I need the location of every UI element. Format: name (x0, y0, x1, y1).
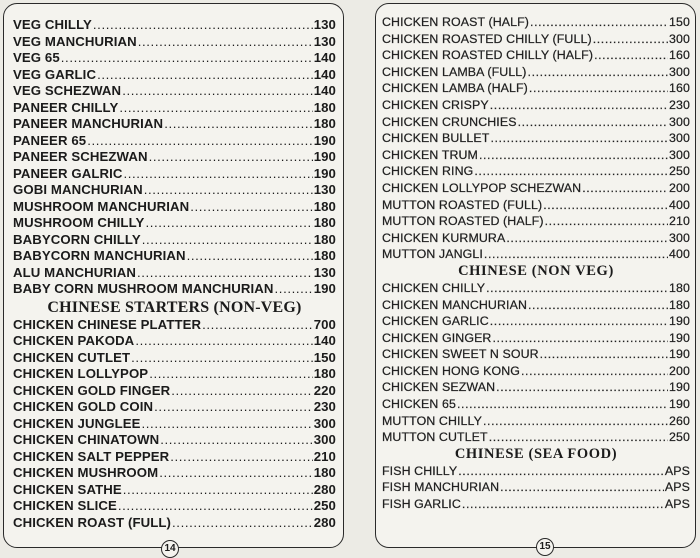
menu-item-name: CHICKEN KURMURA (382, 230, 506, 245)
menu-item-name: CHICKEN MUSHROOM (13, 465, 159, 480)
dot-leader (518, 114, 668, 131)
menu-item-price: 400 (669, 247, 690, 262)
menu-item-price: 300 (669, 31, 690, 46)
menu-item-name: CHICKEN GINGER (382, 330, 492, 345)
menu-item-price: 300 (313, 415, 336, 431)
menu-item (13, 100, 336, 117)
menu-page-right (375, 3, 696, 548)
menu-item-name: PANEER GALRIC (13, 165, 123, 181)
dot-leader (159, 465, 312, 482)
menu-item-price: 300 (669, 114, 690, 129)
dot-leader (61, 50, 313, 67)
menu-item-name: CHICKEN MANCHURIAN (382, 297, 527, 312)
menu-item-name: FISH MANCHURIAN (382, 480, 500, 495)
section-heading-chinese-starters-nonveg: CHINESE STARTERS (NON-VEG) (47, 298, 302, 316)
menu-item-name: CHICKEN LOLLYPOP SCHEZWAN (382, 180, 582, 195)
menu-item (382, 330, 690, 347)
menu-item-price: 280 (313, 514, 336, 530)
menu-item-name: VEG SCHEZWAN (13, 83, 122, 98)
menu-item-name: CHICKEN HONG KONG (382, 363, 521, 378)
dot-leader (521, 363, 668, 380)
menu-item-price: 190 (669, 330, 690, 345)
dot-leader (490, 313, 668, 330)
menu-item-name: CHICKEN CHINESE PLATTER (13, 316, 202, 332)
menu-item-name: CHICKEN SLICE (13, 498, 117, 513)
menu-item (382, 147, 690, 164)
menu-item-price: 210 (669, 214, 690, 229)
dot-leader (483, 413, 668, 430)
dot-leader (124, 166, 313, 183)
dot-leader (540, 346, 668, 363)
menu-item-price: 180 (313, 248, 336, 263)
menu-item-price: 250 (313, 498, 336, 513)
menu-item-name: CHICKEN GOLD COIN (13, 399, 154, 414)
menu-item-name: GOBI MANCHURIAN (13, 182, 143, 197)
menu-item-price: 260 (669, 413, 690, 428)
menu-item (13, 366, 336, 383)
menu-item-price: 200 (669, 180, 690, 195)
menu-item-name: CHICKEN CHINATOWN (13, 432, 160, 447)
dot-leader (97, 67, 313, 84)
menu-item (382, 31, 690, 48)
menu-item (382, 80, 690, 97)
menu-item-name: MUTTON ROASTED (FULL) (382, 197, 543, 212)
menu-item-name: CHICKEN RING (382, 164, 474, 179)
menu-item-name: VEG GARLIC (13, 66, 97, 82)
section-heading-chinese-seafood: CHINESE (SEA FOOD) (454, 445, 618, 462)
menu-item (382, 230, 690, 247)
dot-leader (506, 230, 668, 247)
menu-item (382, 429, 690, 446)
menu-item-name: PANEER 65 (13, 132, 87, 148)
menu-item-price: 190 (669, 380, 690, 395)
menu-item-price: 130 (313, 264, 336, 280)
dot-leader (142, 416, 313, 433)
menu-item-name: CHICKEN LAMBA (FULL) (382, 64, 527, 79)
menu-item-price: 180 (313, 99, 336, 115)
menu-item-price: 300 (313, 432, 336, 447)
menu-item-name: CHICKEN ROASTED CHILLY (HALF) (382, 48, 594, 63)
menu-item-name: CHICKEN GARLIC (382, 314, 489, 329)
menu-item-name: CHICKEN 65 (382, 397, 456, 412)
menu-item-name: CHICKEN LAMBA (HALF) (382, 81, 528, 96)
menu-item-price: 230 (669, 97, 690, 112)
dot-leader (489, 429, 668, 446)
dot-leader (594, 47, 668, 64)
menu-item (13, 232, 336, 249)
menu-item-name: PANEER MANCHURIAN (13, 116, 164, 131)
menu-item (382, 130, 690, 147)
menu-item-price: 190 (313, 281, 336, 296)
dot-leader (202, 317, 313, 334)
page-number-right: 15 (536, 538, 554, 556)
dot-leader (528, 297, 668, 314)
menu-item-name: MUTTON ROASTED (HALF) (382, 214, 544, 229)
menu-item (13, 17, 336, 34)
menu-item-name: MUTTON CUTLET (382, 430, 488, 445)
menu-item-price: 140 (313, 333, 336, 348)
menu-item (382, 163, 690, 180)
menu-item (13, 265, 336, 282)
menu-item-price: 130 (313, 33, 336, 49)
menu-item-name: VEG 65 (13, 50, 60, 65)
menu-item-name: CHICKEN CUTLET (13, 349, 131, 365)
menu-item (382, 114, 690, 131)
menu-item (13, 248, 336, 265)
dot-leader (545, 213, 668, 230)
veg-items-list (13, 17, 336, 298)
menu-item (382, 213, 690, 230)
menu-item (13, 116, 336, 133)
menu-item (13, 281, 336, 298)
menu-item-price: 190 (313, 149, 336, 164)
menu-item-name: CHICKEN PAKODA (13, 333, 135, 348)
dot-leader (474, 163, 668, 180)
menu-item-name: CHICKEN SWEET N SOUR (382, 347, 539, 362)
menu-item-name: CHICKEN ROASTED CHILLY (FULL) (382, 31, 592, 46)
dot-leader (582, 180, 668, 197)
menu-item-price: 220 (313, 382, 336, 398)
menu-item (382, 379, 690, 396)
menu-item (13, 465, 336, 482)
dot-leader (93, 17, 313, 34)
dot-leader (164, 116, 313, 133)
dot-leader (160, 432, 312, 449)
menu-item-price: 140 (313, 66, 336, 82)
dot-leader (145, 215, 312, 232)
menu-item (382, 197, 690, 214)
menu-item-price: 160 (669, 48, 690, 63)
menu-item-price: 190 (669, 397, 690, 412)
menu-item-name: MUSHROOM MANCHURIAN (13, 198, 190, 214)
menu-item (13, 34, 336, 51)
dot-leader (530, 14, 668, 31)
menu-item-price: 130 (313, 182, 336, 197)
dot-leader (171, 383, 312, 400)
menu-item-price: 180 (313, 116, 336, 131)
dot-leader (500, 479, 664, 496)
dot-leader (137, 265, 313, 282)
menu-item-price: 180 (313, 231, 336, 247)
menu-item-price: 160 (669, 81, 690, 96)
dot-leader (149, 149, 313, 166)
dot-leader (528, 64, 668, 81)
dot-leader (493, 330, 669, 347)
menu-item-name: CHICKEN SATHE (13, 481, 122, 497)
menu-item-name: CHICKEN SEZWAN (382, 380, 496, 395)
dot-leader (144, 182, 313, 199)
menu-item (13, 67, 336, 84)
menu-item-name: CHICKEN CHILLY (382, 280, 486, 295)
dot-leader (496, 379, 668, 396)
dot-leader (484, 246, 668, 263)
dot-leader (154, 399, 313, 416)
menu-item-name: CHICKEN SALT PEPPER (13, 448, 170, 464)
menu-item (13, 416, 336, 433)
menu-item-price: 190 (313, 132, 336, 148)
dot-leader (593, 31, 668, 48)
menu-item-price: 300 (669, 230, 690, 245)
menu-item (382, 496, 690, 513)
menu-item-price: 300 (669, 131, 690, 146)
menu-item (382, 413, 690, 430)
menu-item (13, 482, 336, 499)
menu-item (13, 149, 336, 166)
menu-item (13, 350, 336, 367)
menu-item-price: APS (664, 463, 690, 478)
menu-item (382, 297, 690, 314)
menu-item-name: CHICKEN CRISPY (382, 97, 489, 112)
menu-item (382, 479, 690, 496)
menu-item-price: 180 (313, 366, 336, 381)
dot-leader (87, 133, 312, 150)
dot-leader (190, 199, 312, 216)
menu-item-name: PANEER CHILLY (13, 99, 119, 115)
menu-item-name: CHICKEN ROAST (FULL) (13, 514, 172, 530)
chinese-nonveg-list (382, 280, 690, 446)
menu-item (382, 363, 690, 380)
menu-item-price: 130 (313, 17, 336, 32)
menu-item (382, 14, 690, 31)
menu-item-name: PANEER SCHEZWAN (13, 149, 148, 164)
dot-leader (123, 482, 313, 499)
menu-item-name: MUSHROOM CHILLY (13, 215, 145, 230)
menu-item (13, 215, 336, 232)
seafood-list (382, 463, 690, 513)
menu-item-price: 190 (313, 165, 336, 181)
dot-leader (135, 333, 312, 350)
menu-item-name: CHICKEN LOLLYPOP (13, 366, 149, 381)
menu-item-name: VEG MANCHURIAN (13, 33, 137, 49)
menu-item (13, 383, 336, 400)
menu-item (13, 83, 336, 100)
nonveg-starters-list (13, 317, 336, 532)
dot-leader (479, 147, 668, 164)
dot-leader (529, 80, 668, 97)
menu-item (13, 399, 336, 416)
roast-items-list (382, 14, 690, 263)
page-number-left: 14 (161, 540, 179, 558)
dot-leader (149, 366, 312, 383)
dot-leader (458, 463, 664, 480)
menu-item-price: 190 (669, 347, 690, 362)
menu-item-price: 250 (669, 164, 690, 179)
menu-item (382, 64, 690, 81)
dot-leader (131, 350, 313, 367)
dot-leader (462, 496, 664, 513)
menu-item-price: 140 (313, 50, 336, 65)
menu-item (382, 280, 690, 297)
menu-item-price: 300 (669, 147, 690, 162)
menu-item-name: MUTTON JANGLI (382, 247, 483, 262)
menu-item-name: VEG CHILLY (13, 17, 92, 32)
menu-item-price: 230 (313, 399, 336, 414)
menu-item-price: APS (664, 497, 690, 512)
menu-item-name: CHICKEN JUNGLEE (13, 415, 141, 431)
menu-item-name: CHICKEN CRUNCHIES (382, 114, 517, 129)
menu-item-name: BABYCORN CHILLY (13, 231, 141, 247)
dot-leader (142, 232, 313, 249)
menu-item-price: 140 (313, 83, 336, 98)
menu-item-price: 150 (669, 15, 690, 29)
menu-item-name: FISH CHILLY (382, 463, 458, 478)
menu-item-price: 180 (313, 465, 336, 480)
menu-item-name: MUTTON CHILLY (382, 413, 482, 428)
menu-item-price: 190 (669, 314, 690, 329)
menu-item (382, 180, 690, 197)
menu-item (382, 463, 690, 480)
menu-item-price: 280 (313, 481, 336, 497)
menu-item-name: CHICKEN TRUM (382, 147, 478, 162)
dot-leader (543, 197, 668, 214)
menu-item-price: 250 (669, 430, 690, 445)
menu-item (382, 396, 690, 413)
menu-item (13, 199, 336, 216)
menu-item-name: BABYCORN MANCHURIAN (13, 248, 186, 263)
menu-item (13, 498, 336, 515)
menu-item (13, 432, 336, 449)
menu-item (13, 515, 336, 532)
menu-item-price: 300 (669, 64, 690, 79)
menu-item-name: BABY CORN MUSHROOM MANCHURIAN (13, 281, 274, 296)
menu-item-price: 210 (313, 448, 336, 464)
menu-item (13, 449, 336, 466)
menu-item (13, 133, 336, 150)
menu-item-price: 700 (313, 316, 336, 332)
dot-leader (138, 34, 313, 51)
dot-leader (119, 100, 312, 117)
dot-leader (118, 498, 313, 515)
menu-item-name: ALU MANCHURIAN (13, 264, 137, 280)
section-heading-chinese-nonveg: CHINESE (NON VEG) (458, 262, 614, 279)
menu-item-price: APS (664, 480, 690, 495)
menu-item (13, 50, 336, 67)
dot-leader (187, 248, 313, 265)
menu-item-name: FISH GARLIC (382, 497, 461, 512)
menu-item (13, 166, 336, 183)
menu-item-price: 150 (313, 349, 336, 365)
dot-leader (275, 281, 313, 298)
menu-item (13, 333, 336, 350)
menu-item (13, 182, 336, 199)
dot-leader (172, 515, 313, 532)
menu-item-name: CHICKEN BULLET (382, 131, 490, 146)
dot-leader (486, 280, 668, 297)
dot-leader (457, 396, 668, 413)
dot-leader (170, 449, 312, 466)
menu-item-price: 180 (669, 297, 690, 312)
menu-item-name: CHICKEN ROAST (HALF) (382, 15, 530, 29)
menu-item-price: 180 (669, 280, 690, 295)
menu-item-price: 200 (669, 363, 690, 378)
menu-item (13, 317, 336, 334)
menu-item-price: 180 (313, 198, 336, 214)
menu-item-price: 180 (313, 215, 336, 230)
dot-leader (122, 83, 313, 100)
menu-item-price: 400 (669, 197, 690, 212)
menu-page-left (3, 3, 344, 548)
menu-item (382, 346, 690, 363)
menu-item (382, 313, 690, 330)
menu-item (382, 246, 690, 263)
menu-item (382, 97, 690, 114)
menu-item-name: CHICKEN GOLD FINGER (13, 382, 171, 398)
dot-leader (490, 130, 668, 147)
dot-leader (490, 97, 668, 114)
menu-item (382, 47, 690, 64)
